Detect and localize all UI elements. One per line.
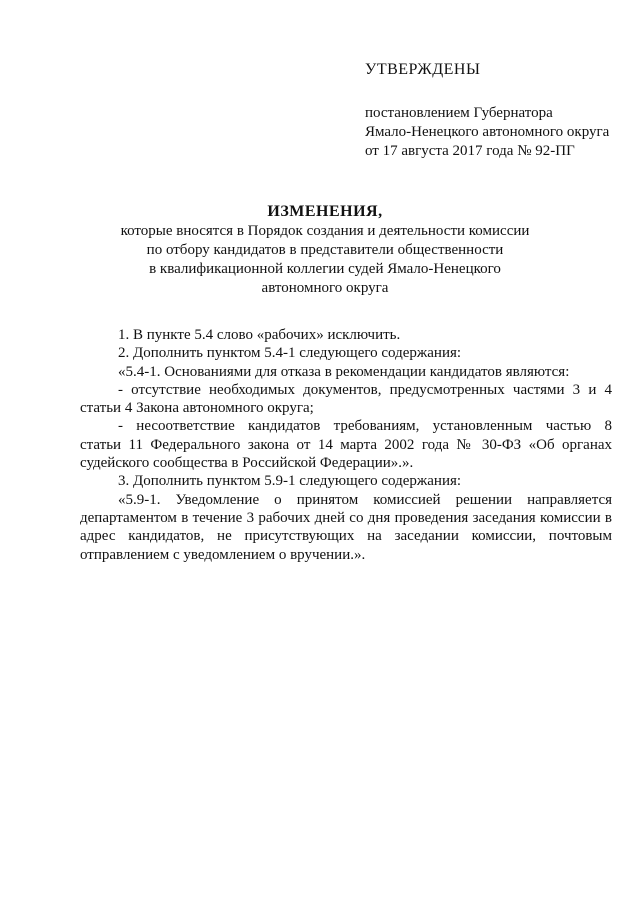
paragraph-continuation: департаментом в течение 3 рабочих дней со дня проведения заседания комиссии в <box>80 509 612 526</box>
document-title-block <box>60 202 590 298</box>
paragraph-item-1: 1. В пункте 5.4 слово «рабочих» исключить. <box>118 327 401 343</box>
approval-line: постановлением Губернатора <box>365 105 553 121</box>
approval-details <box>365 104 625 161</box>
approval-line: от 17 августа 2017 года № 92-ПГ <box>365 143 575 159</box>
list-item-continuation: судейского сообщества в Российской Федерации».». <box>80 455 414 472</box>
paragraph-item-2: 2. Дополнить пунктом 5.4-1 следующего содержания: <box>118 345 462 362</box>
document-subtitle-line: по отбору кандидатов в представители общественности <box>146 242 504 258</box>
paragraph-quote-5-9-1: «5.9-1. Уведомление о принятом комиссией решении направляется <box>118 491 612 508</box>
document-title: ИЗМЕНЕНИЯ, <box>267 203 383 220</box>
document-body <box>80 326 612 564</box>
list-item-continuation: статьи 4 Закона автономного округа; <box>80 400 314 417</box>
document-subtitle-line: в квалификационной коллегии судей Ямало-Ненецкого <box>149 261 501 277</box>
approval-heading: УТВЕРЖДЕНЫ <box>365 61 481 78</box>
list-item-line: - отсутствие необходимых документов, предусмотренных частями 3 и 4 <box>118 381 612 398</box>
list-item-line: - несоответствие кандидатов требованиям, установленным частью 8 <box>118 418 612 435</box>
list-item-continuation: статьи 11 Федерального закона от 14 марта 2002 года № 30-ФЗ «Об органах <box>80 436 612 453</box>
approval-line: Ямало-Ненецкого автономного округа <box>365 124 610 140</box>
paragraph-continuation: отправлением с уведомлением о вручении.». <box>80 546 366 563</box>
document-subtitle-line: которые вносятся в Порядок создания и деятельности комиссии <box>120 223 530 239</box>
paragraph-item-3: 3. Дополнить пунктом 5.9-1 следующего содержания: <box>118 473 462 490</box>
paragraph-continuation: адрес кандидатов, не присутствующих на заседании комиссии, почтовым <box>80 528 612 545</box>
approval-stamp-block <box>365 60 625 161</box>
paragraph-quote-5-4-1: «5.4-1. Основаниями для отказа в рекомендации кандидатов являются: <box>118 363 570 380</box>
document-subtitle-line: автономного округа <box>261 280 389 296</box>
